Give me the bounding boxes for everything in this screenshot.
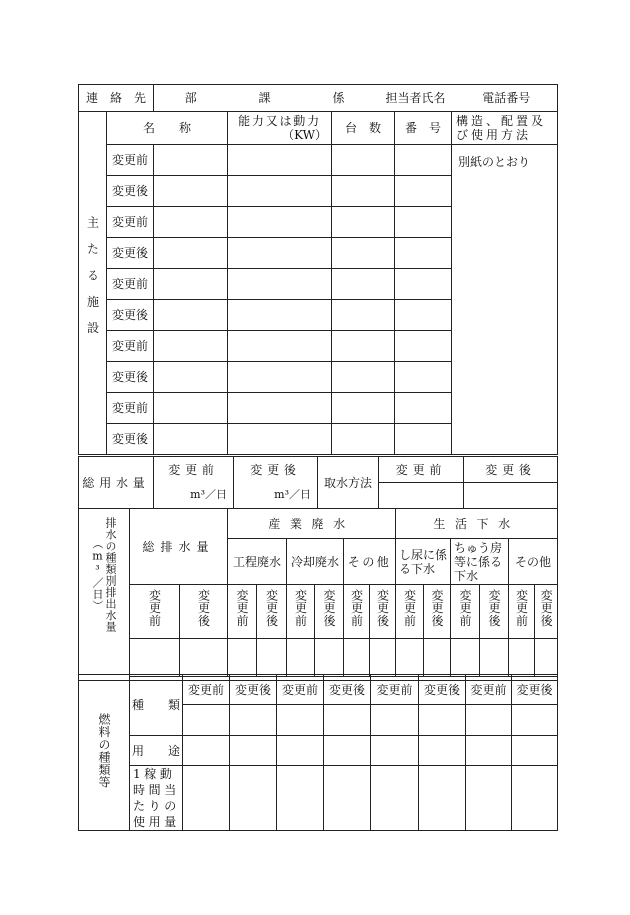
name-cell[interactable] — [154, 362, 228, 393]
count-cell[interactable] — [332, 393, 395, 424]
contact-label: 連 絡 先 — [79, 85, 154, 112]
fuel-table — [78, 674, 558, 831]
row-label-after: 変更後 — [107, 238, 154, 269]
subsection-label: 係 — [302, 85, 376, 112]
capacity-cell[interactable] — [228, 362, 332, 393]
count-cell[interactable] — [332, 176, 395, 207]
intake-method-label: 取水方法 — [318, 457, 379, 509]
fuel-usage-cell[interactable] — [183, 766, 230, 831]
fuel-kind-cell[interactable] — [419, 705, 466, 736]
fuel-use-cell[interactable] — [183, 736, 230, 766]
drainage-section — [78, 508, 557, 681]
row-label-after: 変更後 — [107, 424, 154, 455]
capacity-cell[interactable] — [228, 176, 332, 207]
fuel-col-before: 変更前 — [277, 675, 324, 705]
col-before: 変更前 — [130, 585, 180, 639]
number-cell[interactable] — [395, 269, 452, 300]
water-section — [78, 456, 557, 509]
value-cell[interactable] — [451, 639, 480, 677]
count-cell[interactable] — [332, 269, 395, 300]
value-cell[interactable] — [535, 639, 558, 677]
number-cell[interactable] — [395, 176, 452, 207]
count-cell[interactable] — [332, 362, 395, 393]
value-cell[interactable] — [424, 639, 451, 677]
number-cell[interactable] — [395, 362, 452, 393]
intake-before-value[interactable] — [379, 483, 464, 509]
facilities-side-label: 主たる施設 — [79, 112, 107, 455]
col-before: 変更前 — [228, 585, 257, 639]
fuel-usage-cell[interactable] — [419, 766, 466, 831]
capacity-cell[interactable] — [228, 424, 332, 455]
domestic-sewage-header: 生活下水 — [396, 509, 558, 539]
number-cell[interactable] — [395, 331, 452, 362]
number-cell[interactable] — [395, 238, 452, 269]
col-before: 変更前 — [451, 585, 480, 639]
col-before: 変更前 — [396, 585, 424, 639]
structure-cell[interactable] — [452, 145, 558, 455]
structure-header: 構造、配置及び使用方法 — [452, 112, 558, 145]
fuel-col-after: 変更後 — [512, 675, 558, 705]
capacity-header: 能力又は動力 （KW） — [228, 112, 332, 145]
night-soil-header: し尿に係る下水 — [396, 539, 451, 585]
name-cell[interactable] — [154, 331, 228, 362]
row-label-before: 変更前 — [107, 269, 154, 300]
domestic-other-header: その他 — [509, 539, 558, 585]
col-before: 変更前 — [509, 585, 535, 639]
water-before-value[interactable]: m³／日 — [154, 483, 234, 509]
department-label: 部 — [154, 85, 228, 112]
fuel-kind-cell[interactable] — [277, 705, 324, 736]
fuel-use-label: 用 途 — [130, 736, 183, 766]
phone-label: 電話番号 — [456, 85, 558, 112]
fuel-use-cell[interactable] — [324, 736, 371, 766]
value-cell[interactable] — [480, 639, 509, 677]
count-cell[interactable] — [332, 145, 395, 176]
value-cell[interactable] — [509, 639, 535, 677]
col-after: 変更後 — [315, 585, 344, 639]
col-after: 変更後 — [424, 585, 451, 639]
section-label: 課 — [228, 85, 302, 112]
col-after: 変更後 — [370, 585, 396, 639]
person-name-label: 担当者氏名 — [376, 85, 456, 112]
contact-table — [78, 84, 558, 112]
fuel-kind-label: 種 類 — [130, 675, 183, 736]
fuel-kind-cell[interactable] — [324, 705, 371, 736]
capacity-cell[interactable] — [228, 300, 332, 331]
number-cell[interactable] — [395, 145, 452, 176]
count-cell[interactable] — [332, 238, 395, 269]
value-cell[interactable] — [257, 639, 287, 677]
intake-before-header: 変更前 — [379, 457, 464, 483]
number-cell[interactable] — [395, 300, 452, 331]
fuel-col-before: 変更前 — [183, 675, 230, 705]
value-cell[interactable] — [287, 639, 315, 677]
water-after-value[interactable]: m³／日 — [234, 483, 318, 509]
value-cell[interactable] — [370, 639, 396, 677]
fuel-use-cell[interactable] — [371, 736, 419, 766]
count-cell[interactable] — [332, 300, 395, 331]
name-cell[interactable] — [154, 300, 228, 331]
capacity-cell[interactable] — [228, 269, 332, 300]
total-water-label: 総用水量 — [79, 457, 154, 509]
structure-note: 別紙のとおり — [458, 155, 531, 169]
fuel-section — [78, 674, 557, 831]
fuel-usage-cell[interactable] — [371, 766, 419, 831]
fuel-kind-cell[interactable] — [512, 705, 558, 736]
fuel-usage-cell[interactable] — [512, 766, 558, 831]
facilities-table — [78, 111, 558, 455]
kitchen-sewage-header: ちゅう房等に係る下水 — [451, 539, 509, 585]
fuel-kind-cell[interactable] — [183, 705, 230, 736]
fuel-col-before: 変更前 — [371, 675, 419, 705]
fuel-use-cell[interactable] — [512, 736, 558, 766]
fuel-col-after: 変更後 — [419, 675, 466, 705]
value-cell[interactable] — [228, 639, 257, 677]
fuel-use-cell[interactable] — [419, 736, 466, 766]
fuel-side-label: 燃料の種類等 — [79, 675, 130, 831]
col-after: 変更後 — [257, 585, 287, 639]
name-cell[interactable] — [154, 176, 228, 207]
count-cell[interactable] — [332, 424, 395, 455]
cooling-wastewater-header: 冷却廃水 — [287, 539, 344, 585]
fuel-col-before: 変更前 — [466, 675, 512, 705]
col-after: 変更後 — [480, 585, 509, 639]
fuel-kind-cell[interactable] — [371, 705, 419, 736]
fuel-col-after: 変更後 — [230, 675, 277, 705]
col-after: 変更後 — [180, 585, 228, 639]
capacity-cell[interactable] — [228, 207, 332, 238]
name-cell[interactable] — [154, 238, 228, 269]
name-cell[interactable] — [154, 207, 228, 238]
fuel-kind-cell[interactable] — [230, 705, 277, 736]
col-before: 変更前 — [344, 585, 370, 639]
fuel-usage-cell[interactable] — [277, 766, 324, 831]
fuel-kind-cell[interactable] — [466, 705, 512, 736]
row-label-before: 変更前 — [107, 207, 154, 238]
col-after: 変更後 — [535, 585, 558, 639]
value-cell[interactable] — [396, 639, 424, 677]
row-label-before: 変更前 — [107, 393, 154, 424]
col-before: 変更前 — [287, 585, 315, 639]
number-cell[interactable] — [395, 393, 452, 424]
row-label-before: 変更前 — [107, 331, 154, 362]
fuel-usage-cell[interactable] — [230, 766, 277, 831]
facilities-section — [78, 111, 557, 455]
name-cell[interactable] — [154, 393, 228, 424]
count-header: 台 数 — [332, 112, 395, 145]
value-cell[interactable] — [180, 639, 228, 677]
fuel-usage-cell[interactable] — [324, 766, 371, 831]
industrial-wastewater-header: 産業廃水 — [228, 509, 396, 539]
count-cell[interactable] — [332, 207, 395, 238]
number-header: 番 号 — [395, 112, 452, 145]
row-label-before: 変更前 — [107, 145, 154, 176]
name-cell[interactable] — [154, 269, 228, 300]
value-cell[interactable] — [130, 639, 180, 677]
capacity-cell[interactable] — [228, 238, 332, 269]
row-label-after: 変更後 — [107, 362, 154, 393]
capacity-cell[interactable] — [228, 393, 332, 424]
fuel-usage-label: 1稼動時間当たりの使用量 — [130, 766, 183, 831]
name-cell[interactable] — [154, 145, 228, 176]
name-cell[interactable] — [154, 424, 228, 455]
count-cell[interactable] — [332, 331, 395, 362]
drainage-table — [78, 508, 558, 681]
number-cell[interactable] — [395, 424, 452, 455]
process-wastewater-header: 工程廃水 — [228, 539, 287, 585]
drainage-side-label: 排水の種類別排出水量（m³／日） — [79, 509, 130, 681]
number-cell[interactable] — [395, 207, 452, 238]
water-table — [78, 456, 558, 509]
water-before-header: 変更前 — [154, 457, 234, 483]
fuel-col-after: 変更後 — [324, 675, 371, 705]
fuel-use-cell[interactable] — [230, 736, 277, 766]
intake-after-value[interactable] — [464, 483, 558, 509]
industrial-other-header: その他 — [344, 539, 396, 585]
row-label-after: 変更後 — [107, 300, 154, 331]
fuel-use-cell[interactable] — [277, 736, 324, 766]
water-after-header: 変更後 — [234, 457, 318, 483]
fuel-use-cell[interactable] — [466, 736, 512, 766]
total-drainage-label: 総排水量 — [130, 509, 228, 585]
intake-after-header: 変更後 — [464, 457, 558, 483]
fuel-usage-cell[interactable] — [466, 766, 512, 831]
capacity-cell[interactable] — [228, 145, 332, 176]
name-header: 名 称 — [107, 112, 228, 145]
value-cell[interactable] — [344, 639, 370, 677]
contact-section — [78, 84, 557, 112]
capacity-cell[interactable] — [228, 331, 332, 362]
row-label-after: 変更後 — [107, 176, 154, 207]
value-cell[interactable] — [315, 639, 344, 677]
